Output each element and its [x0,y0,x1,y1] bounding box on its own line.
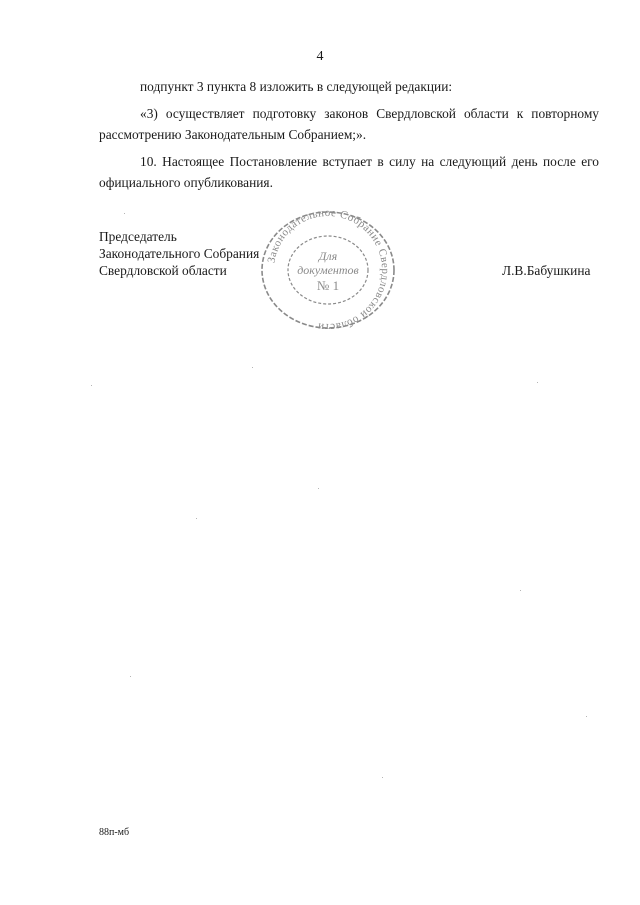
official-stamp [258,208,398,332]
paragraph-quote: «3) осуществляет подготовку законов Свердловской области к повторному рассмотрению Законодательным Собранием;». [99,106,599,142]
paragraph-effective-date: 10. Настоящее Постановление вступает в силу на следующий день после его официального опубликования. [99,154,599,190]
scan-speck [520,590,521,591]
body-text [99,76,599,199]
signatory-name: Л.В.Бабушкина [502,263,591,278]
scan-speck [382,777,383,778]
scan-speck [91,385,92,386]
stamp-center-line-1: Для [318,249,338,263]
stamp-center-line-2: документов [297,263,359,277]
footer-document-code: 88п-мб [99,827,130,838]
scan-speck [586,716,587,717]
paragraph-subpoint: подпункт 3 пункта 8 изложить в следующей редакции: [140,79,453,94]
stamp-center-line-3: № 1 [316,278,340,293]
stamp-seal-icon [258,208,398,332]
signature-title-line-2: Законодательного Собрания [99,246,260,261]
signature-title-line-3: Свердловской области [99,263,227,278]
scan-speck [318,488,319,489]
scan-speck [537,382,538,383]
scan-speck [252,367,253,368]
signature-title-block [99,228,259,279]
page-number: 4 [316,49,324,64]
scan-speck [196,518,197,519]
scan-speck [124,213,125,214]
stamp-ring-text: Законодательное Собрание Свердловской области [265,206,392,334]
signature-title-line-1: Председатель [99,229,177,244]
scan-speck [130,676,131,677]
